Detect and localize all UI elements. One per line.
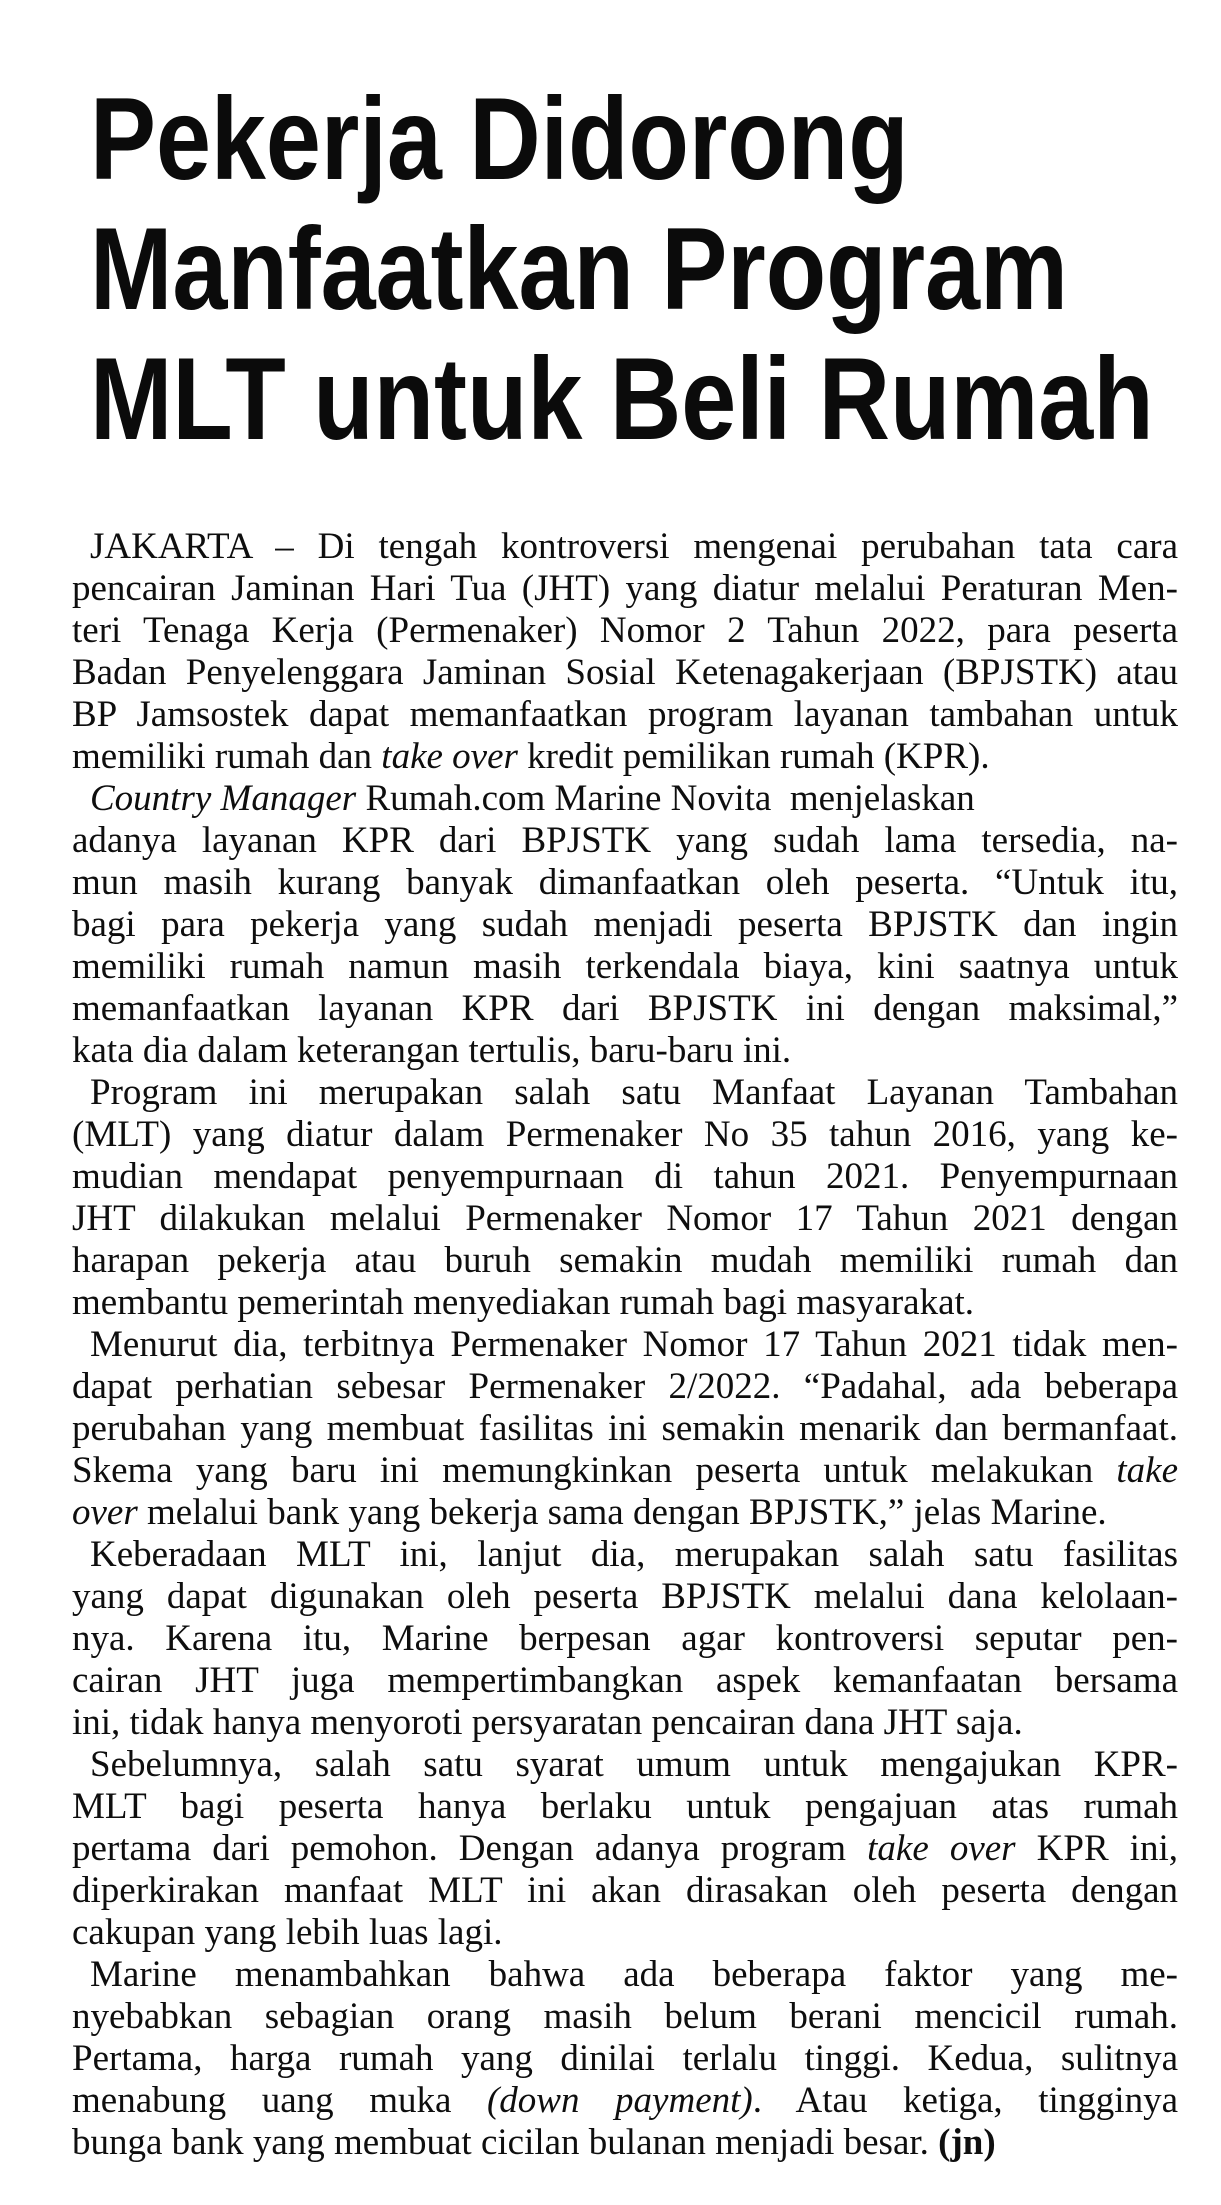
body-text: melalui bank yang bekerja sama dengan BPJSTK,” jelas Marine. xyxy=(137,1492,1107,1533)
text-line xyxy=(72,946,1178,988)
text-line xyxy=(72,1702,1178,1744)
text-line xyxy=(72,1576,1178,1618)
body-text: dapat perhatian sebesar Permenaker 2/2022. “Padahal, ada beberapa xyxy=(72,1366,1178,1407)
bold-text: (jn) xyxy=(938,2122,996,2163)
text-line xyxy=(72,1282,1178,1324)
text-line xyxy=(72,1240,1178,1282)
text-line xyxy=(72,652,1178,694)
italic-text: Country Manager xyxy=(90,778,357,819)
text-line xyxy=(72,1744,1178,1786)
body-text: kata dia dalam keterangan tertulis, baru-baru ini. xyxy=(72,1030,792,1071)
text-line xyxy=(72,904,1178,946)
body-text: nya. Karena itu, Marine berpesan agar kontroversi seputar pen- xyxy=(72,1618,1178,1659)
body-text: KPR ini, xyxy=(1015,1828,1178,1869)
body-text: perubahan yang membuat fasilitas ini semakin menarik dan bermanfaat. xyxy=(72,1408,1178,1449)
paragraph xyxy=(72,778,1178,1072)
body-text: mudian mendapat penyempurnaan di tahun 2021. Penyempurnaan xyxy=(72,1156,1178,1197)
text-line xyxy=(72,1408,1178,1450)
body-text: . Atau ketiga, tingginya xyxy=(752,2080,1179,2121)
text-line xyxy=(72,2080,1178,2122)
body-text: MLT bagi peserta hanya berlaku untuk pengajuan atas rumah xyxy=(72,1786,1178,1827)
text-line xyxy=(72,1912,1178,1954)
text-line xyxy=(72,1870,1178,1912)
body-text: menabung uang muka xyxy=(72,2080,487,2121)
text-line xyxy=(72,1660,1178,1702)
text-line xyxy=(72,736,1178,778)
body-text: Badan Penyelenggara Jaminan Sosial Ketenagakerjaan (BPJSTK) atau xyxy=(72,652,1178,693)
paragraph xyxy=(72,1744,1178,1954)
article-body xyxy=(72,526,1178,2164)
text-line xyxy=(72,820,1178,862)
body-text: BP Jamsostek dapat memanfaatkan program layanan tambahan untuk xyxy=(72,694,1178,735)
body-text: Keberadaan MLT ini, lanjut dia, merupakan salah satu fasilitas xyxy=(90,1534,1178,1575)
body-text: adanya layanan KPR dari BPJSTK yang sudah lama tersedia, na- xyxy=(72,820,1178,861)
body-text: pencairan Jaminan Hari Tua (JHT) yang diatur melalui Peraturan Men- xyxy=(72,568,1178,609)
text-line xyxy=(72,862,1178,904)
text-line xyxy=(72,1198,1178,1240)
body-text: cairan JHT juga mempertimbangkan aspek kemanfaatan bersama xyxy=(72,1660,1178,1701)
text-line xyxy=(72,610,1178,652)
body-text: memiliki rumah namun masih terkendala biaya, kini saatnya untuk xyxy=(72,946,1178,987)
body-text: Sebelumnya, salah satu syarat umum untuk mengajukan KPR- xyxy=(90,1744,1178,1785)
text-line xyxy=(72,1030,1178,1072)
text-line xyxy=(72,526,1178,568)
paragraph xyxy=(72,1324,1178,1534)
text-line xyxy=(72,2038,1178,2080)
text-line xyxy=(72,568,1178,610)
text-line xyxy=(72,1366,1178,1408)
body-text: nyebabkan sebagian orang masih belum berani mencicil rumah. xyxy=(72,1996,1178,2037)
body-text: harapan pekerja atau buruh semakin mudah memiliki rumah dan xyxy=(72,1240,1178,1281)
text-line xyxy=(72,1534,1178,1576)
text-line xyxy=(72,1492,1178,1534)
body-text: membantu pemerintah menyediakan rumah bagi masyarakat. xyxy=(72,1282,975,1323)
paragraph xyxy=(72,1072,1178,1324)
body-text: pertama dari pemohon. Dengan adanya program xyxy=(72,1828,868,1869)
text-line xyxy=(72,778,1178,820)
body-text: Pertama, harga rumah yang dinilai terlalu tinggi. Kedua, sulitnya xyxy=(72,2038,1178,2079)
paragraph xyxy=(72,1534,1178,1744)
article-title-line: MLT untuk Beli Rumah xyxy=(90,333,1154,464)
body-text: JHT dilakukan melalui Permenaker Nomor 17 Tahun 2021 dengan xyxy=(72,1198,1178,1239)
body-text: (MLT) yang diatur dalam Permenaker No 35 tahun 2016, yang ke- xyxy=(72,1114,1178,1155)
body-text: teri Tenaga Kerja (Permenaker) Nomor 2 Tahun 2022, para peserta xyxy=(72,610,1178,651)
paragraph xyxy=(72,526,1178,778)
italic-text: take over xyxy=(867,1828,1016,1869)
body-text: Rumah.com Marine Novita menjelaskan xyxy=(356,778,975,819)
text-line xyxy=(72,1114,1178,1156)
body-text: Program ini merupakan salah satu Manfaat Layanan Tambahan xyxy=(90,1072,1178,1113)
text-line xyxy=(72,1618,1178,1660)
body-text: memiliki rumah dan xyxy=(72,736,382,777)
article-title-line: Pekerja Didorong xyxy=(90,73,909,204)
body-text: ini, tidak hanya menyoroti persyaratan pencairan dana JHT saja. xyxy=(72,1702,1023,1743)
italic-text: take over xyxy=(381,736,518,777)
body-text: Menurut dia, terbitnya Permenaker Nomor 17 Tahun 2021 tidak men- xyxy=(90,1324,1178,1365)
body-text: Marine menambahkan bahwa ada beberapa faktor yang me- xyxy=(90,1954,1178,1995)
body-text: bagi para pekerja yang sudah menjadi peserta BPJSTK dan ingin xyxy=(72,904,1178,945)
article-title-line: Manfaatkan Program xyxy=(90,203,1068,334)
italic-text: take xyxy=(1116,1450,1178,1491)
article-title xyxy=(90,74,1221,464)
body-text: JAKARTA – Di tengah kontroversi mengenai perubahan tata cara xyxy=(90,526,1178,567)
text-line xyxy=(72,1996,1178,2038)
text-line xyxy=(72,1324,1178,1366)
text-line xyxy=(72,1828,1178,1870)
body-text: Skema yang baru ini memungkinkan peserta untuk melakukan xyxy=(72,1450,1117,1491)
italic-text: over xyxy=(72,1492,138,1533)
body-text: cakupan yang lebih luas lagi. xyxy=(72,1912,503,1953)
text-line xyxy=(72,1786,1178,1828)
text-line xyxy=(72,1954,1178,1996)
body-text: kredit pemilikan rumah (KPR). xyxy=(517,736,990,777)
body-text: yang dapat digunakan oleh peserta BPJSTK melalui dana kelolaan- xyxy=(72,1576,1178,1617)
text-line xyxy=(72,1450,1178,1492)
text-line xyxy=(72,694,1178,736)
paragraph xyxy=(72,1954,1178,2164)
text-line xyxy=(72,988,1178,1030)
body-text: bunga bank yang membuat cicilan bulanan menjadi besar. xyxy=(72,2122,939,2163)
text-line xyxy=(72,1156,1178,1198)
text-line xyxy=(72,1072,1178,1114)
body-text: memanfaatkan layanan KPR dari BPJSTK ini dengan maksimal,” xyxy=(72,988,1178,1029)
body-text: mun masih kurang banyak dimanfaatkan oleh peserta. “Untuk itu, xyxy=(72,862,1178,903)
body-text: diperkirakan manfaat MLT ini akan dirasakan oleh peserta dengan xyxy=(72,1870,1178,1911)
text-line xyxy=(72,2122,1178,2164)
italic-text: (down payment) xyxy=(486,2080,753,2121)
